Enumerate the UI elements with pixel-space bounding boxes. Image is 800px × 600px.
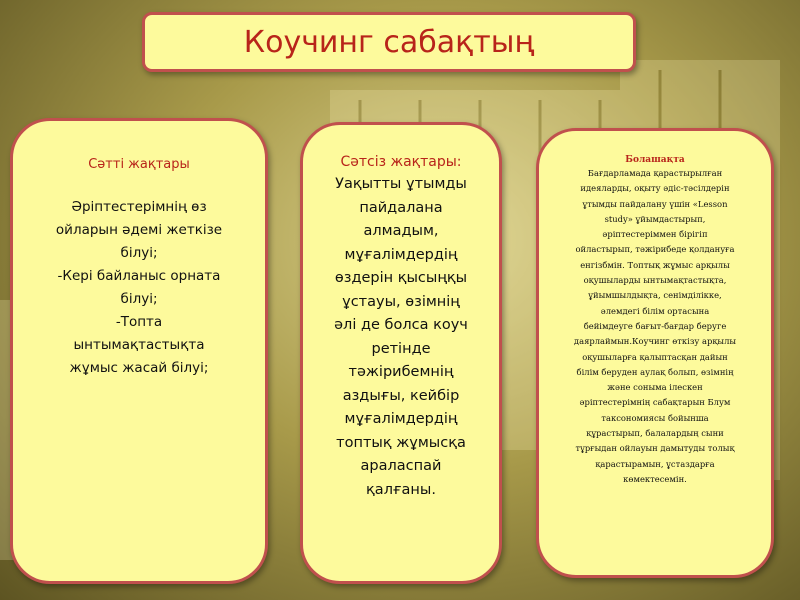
text-line: ретінде bbox=[371, 340, 431, 357]
text-line: өздерін қысыңқы bbox=[334, 270, 468, 286]
text-line: тәжірибемнің bbox=[348, 364, 454, 380]
text-line: таксономиясы бойынша bbox=[601, 412, 709, 423]
weaknesses-text bbox=[313, 173, 489, 502]
text-line: және соныма ілескен bbox=[607, 382, 703, 393]
text-line: енгізбмін. Топтық жұмыс арқылы bbox=[580, 259, 730, 270]
title-banner bbox=[142, 12, 636, 72]
text-line: әлемдегі білім ортасына bbox=[600, 305, 710, 316]
text-line: бейімдеуге бағыт-бағдар беруге bbox=[583, 320, 727, 331]
text-line: оқушыларға қалыптасқан дайын bbox=[582, 351, 728, 362]
text-line: аздығы, кейбір bbox=[342, 387, 460, 404]
text-line: араласпай bbox=[360, 458, 442, 474]
text-line: Әріптестерімнің өз bbox=[71, 199, 207, 215]
weaknesses-heading: Сәтсіз жақтары: bbox=[340, 154, 462, 170]
text-line: Уақытты ұтымды bbox=[335, 176, 467, 192]
text-line: пайдалана bbox=[359, 199, 443, 216]
text-line: қарастырамын, ұстаздарға bbox=[595, 458, 715, 469]
strengths-text bbox=[27, 196, 251, 380]
text-line: әлі де болса коуч bbox=[334, 317, 468, 333]
text-line: ойластырып, тәжірибеде қолдануға bbox=[575, 244, 735, 255]
text-line: көмектесемін. bbox=[623, 473, 687, 484]
text-line: ұйымшылдықта, сенімділікке, bbox=[588, 290, 722, 301]
text-line: құрастырып, балалардың сыни bbox=[586, 428, 724, 439]
text-line: ұтымды пайдалану үшін «Lesson bbox=[582, 198, 728, 209]
text-line: білуі; bbox=[120, 245, 158, 261]
text-line: study» ұйымдастырып, bbox=[604, 213, 706, 224]
text-line: идеяларды, оқыту әдіс-тәсілдерін bbox=[580, 183, 730, 194]
text-line: даярлаймын.Коучинг өткізу арқылы bbox=[573, 336, 737, 347]
text-line: қалғаны. bbox=[366, 481, 436, 498]
text-line: -Топта bbox=[115, 314, 163, 330]
text-line: оқушыларды ынтымақтастықта, bbox=[583, 275, 727, 286]
text-line: мұғалімдердің bbox=[344, 246, 458, 263]
future-card bbox=[536, 128, 774, 578]
text-line: тұрғыдан ойлауын дамытуды толық bbox=[575, 443, 735, 454]
future-text bbox=[549, 166, 761, 487]
text-line: әріптестерімнің сабақтарын Блум bbox=[579, 397, 731, 408]
text-line: ынтымақтастықта bbox=[73, 337, 205, 353]
text-line: әріптестеріммен бірігіп bbox=[602, 229, 708, 240]
strengths-heading: Сәтті жақтары bbox=[88, 157, 190, 172]
page-title: Коучинг сабақтың bbox=[243, 24, 535, 60]
text-line: -Кері байланыс орната bbox=[57, 268, 221, 284]
future-heading: Болашақта bbox=[625, 155, 685, 165]
text-line: ойларын әдемі жеткізе bbox=[55, 222, 223, 238]
text-line: жұмыс жасай білуі; bbox=[69, 360, 209, 376]
text-line: ұстауы, өзімнің bbox=[342, 293, 460, 310]
strengths-card bbox=[10, 118, 268, 584]
text-line: білуі; bbox=[120, 291, 158, 307]
text-line: білім беруден аулақ болып, өзімнің bbox=[576, 366, 734, 377]
weaknesses-card bbox=[300, 122, 502, 584]
text-line: топтық жұмысқа bbox=[336, 434, 466, 451]
text-line: алмадым, bbox=[363, 223, 439, 239]
text-line: мұғалімдердің bbox=[344, 411, 458, 427]
text-line: Бағдарламада қарастырылған bbox=[587, 168, 723, 178]
